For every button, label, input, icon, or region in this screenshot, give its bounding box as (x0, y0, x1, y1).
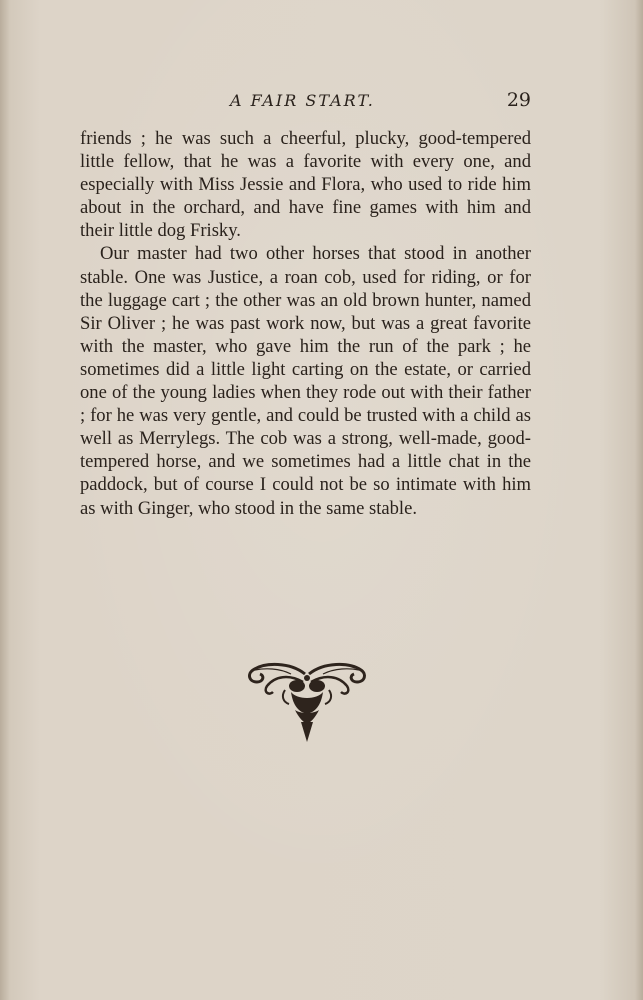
paragraph-horses: Our master had two other horses that stood in another stable. One was Justice, a roan cob, used for riding, or for the luggage cart ; the other was an old brown hunter, named Sir Oliver ; he was past work now, but was a great favorite with the master, who gave him the run of the park ; he sometimes did a little light carting on the estate, or carried one of the young ladies when they rode out with their father ; for he was very gentle, and could be trusted with a child as well as Merrylegs. The cob was a strong, well-made, good-tempered horse, and we sometimes had a little chat in the paddock, but of course I could not be so intimate with him as with Ginger, who stood in the same stable. (80, 243, 531, 519)
running-title: A FAIR START. (230, 91, 375, 110)
page-header (80, 89, 531, 113)
page-number: 29 (506, 89, 531, 111)
floral-tailpiece-icon (245, 660, 369, 744)
paragraph-continued: friends ; he was such a cheerful, plucky, good-tempered little fellow, that he was a favorite with every one, and especially with Miss Jessie and Flora, who used to ride him about in the orchard, and have fine games with him and their little dog Frisky. (80, 128, 531, 242)
body-text (80, 127, 531, 520)
